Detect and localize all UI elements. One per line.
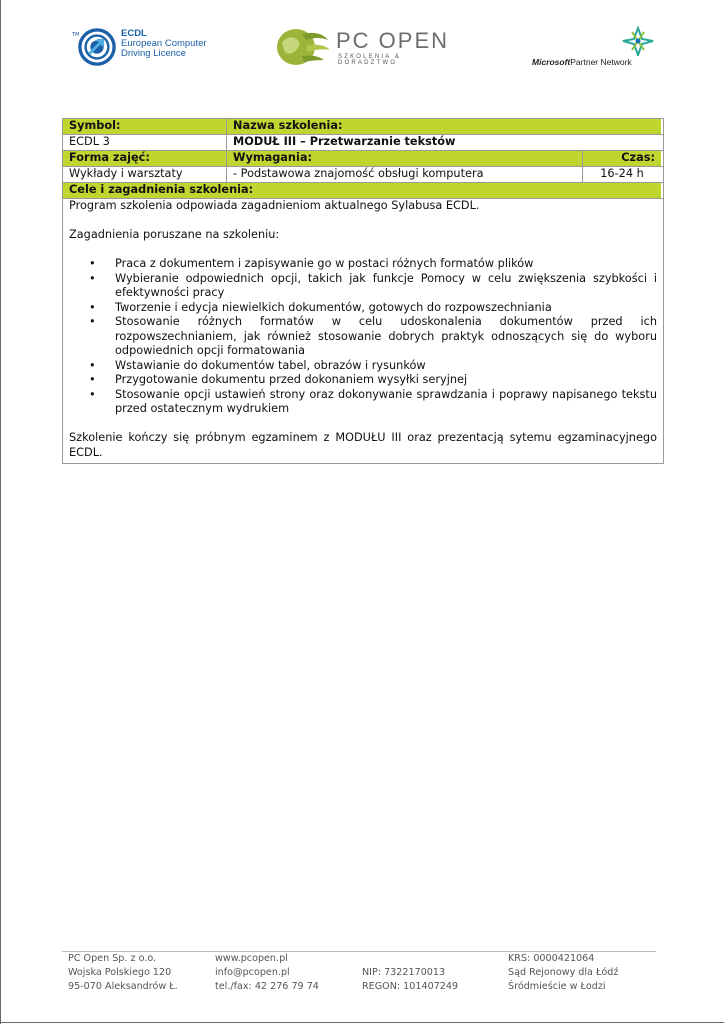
list-item: • Wstawianie do dokumentów tabel, obrazów i rysunków	[115, 359, 657, 374]
course-name-value: MODUŁ III – Przetwarzanie tekstów	[233, 135, 456, 148]
goals-content	[63, 199, 663, 463]
requirements-label: Wymagania:	[227, 151, 583, 166]
list-item: • Przygotowanie dokumentu przed dokonaniem wysyłki seryjnej	[115, 373, 657, 388]
pcopen-logo	[272, 24, 462, 70]
ecdl-line2: European Computer	[121, 38, 207, 49]
table-value-row-2	[63, 167, 663, 183]
footer-regon: REGON: 101407249	[362, 981, 459, 992]
topics-list	[69, 257, 657, 417]
time-label: Czas:	[583, 151, 661, 166]
footer-city: 95-070 Aleksandrów Ł.	[68, 981, 178, 992]
footer-court: Sąd Rejonowy dla Łódź	[508, 967, 619, 978]
footer-krs: KRS: 0000421064	[508, 953, 595, 964]
ecdl-globe-icon	[78, 28, 116, 66]
table-header-row-2	[63, 151, 663, 167]
microsoft-wordmark: Microsoft	[532, 57, 571, 67]
footer-phone: tel./fax: 42 276 79 74	[215, 981, 319, 992]
footer-street: Wojska Polskiego 120	[68, 967, 172, 978]
ecdl-trademark: TM	[72, 32, 80, 38]
symbol-value: ECDL 3	[63, 135, 227, 150]
ecdl-logo	[72, 26, 212, 70]
partner-network-wordmark: Partner Network	[570, 57, 632, 67]
course-table	[62, 118, 664, 464]
pcopen-title: PC OPEN	[336, 28, 450, 53]
list-item: • Wybieranie odpowiednich opcji, takich jak funkcje Pomocy w celu zwiększenia szybkości i efektywności pracy	[115, 272, 657, 301]
footer-registry	[508, 952, 618, 994]
footer-tax-ids	[362, 966, 458, 994]
form-label: Forma zajęć:	[63, 151, 227, 166]
table-header-row-1	[63, 119, 663, 135]
footer-email-link[interactable]: info@pcopen.pl	[215, 967, 290, 978]
footer-company-name: PC Open Sp. z o.o.	[68, 953, 157, 964]
list-item: • Stosowanie opcji ustawień strony oraz dokonywanie sprawdzania i poprawy napisanego tekstu przed ostatecznym wydrukiem	[115, 388, 657, 417]
list-item: • Tworzenie i edycja niewielkich dokumentów, gotowych do rozpowszechniania	[115, 301, 657, 316]
list-item: • Praca z dokumentem i zapisywanie go w postaci różnych formatów plików	[115, 257, 657, 272]
requirements-value: - Podstawowa znajomość obsługi komputera	[227, 167, 583, 182]
table-header-row-3	[63, 183, 663, 199]
footer-company	[68, 952, 178, 994]
goals-content-row	[63, 199, 663, 463]
footer-nip: NIP: 7322170013	[362, 967, 446, 978]
course-name-label: Nazwa szkolenia:	[227, 119, 661, 134]
pcopen-subtitle: SZKOLENIA & DORADZTWO	[338, 54, 402, 66]
partner-network-star-icon	[622, 26, 654, 56]
table-value-row-1	[63, 135, 663, 151]
time-value: 16-24 h	[600, 167, 644, 180]
intro-text: Program szkolenia odpowiada zagadnieniom aktualnego Sylabusa ECDL.	[69, 199, 480, 212]
page-border-bottom	[0, 1022, 724, 1023]
footer-court-district: Śródmieście w Łodzi	[508, 981, 606, 992]
topics-heading: Zagadnienia poruszane na szkoleniu:	[69, 228, 280, 241]
pcopen-globe-icon	[272, 24, 332, 68]
list-item: • Stosowanie różnych formatów w celu udoskonalenia dokumentów przed ich rozpowszechnianiem, jak również stosowanie dobrych praktyk odnoszących się do wyboru odpowiednich opcji formatowania	[115, 315, 657, 359]
page-border-left	[0, 0, 1, 1024]
form-value: Wykłady i warsztaty	[63, 167, 227, 182]
footer-contact	[215, 952, 319, 994]
closing-text: Szkolenie kończy się próbnym egzaminem z MODUŁU III oraz prezentacją sytemu egzaminacyjnego ECDL.	[69, 431, 657, 459]
goals-label: Cele i zagadnienia szkolenia:	[63, 183, 661, 198]
symbol-label: Symbol:	[63, 119, 227, 134]
ecdl-line3: Driving Licence	[121, 48, 186, 59]
ecdl-line1: ECDL	[121, 28, 147, 39]
footer-website-link[interactable]: www.pcopen.pl	[215, 953, 288, 964]
microsoft-partner-network-logo	[528, 26, 658, 70]
